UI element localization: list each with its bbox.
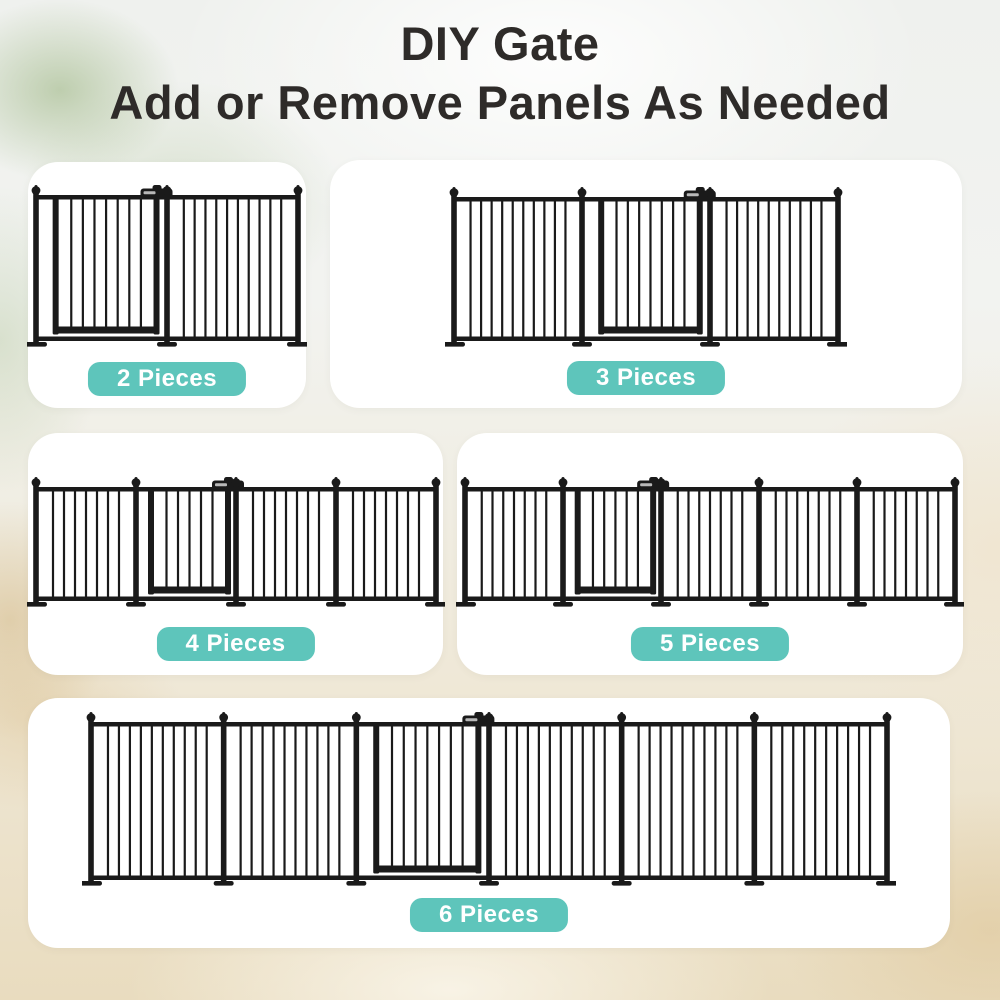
pieces-badge-label: 4 Pieces <box>185 630 286 657</box>
gate-illustration-6-pieces <box>82 710 896 892</box>
title-line-1: DIY Gate <box>400 17 600 70</box>
pieces-badge <box>156 627 314 661</box>
pieces-badge-label: 5 Pieces <box>659 630 761 657</box>
gate-illustration-4-pieces <box>27 475 445 613</box>
config-card-4-pieces <box>28 433 443 675</box>
config-card-3-pieces <box>330 160 962 408</box>
pieces-badge <box>88 362 246 396</box>
page-title <box>0 14 1000 132</box>
title-line-2: Add or Remove Panels As Needed <box>109 76 891 129</box>
pieces-badge <box>631 627 789 661</box>
pieces-badge-label: 3 Pieces <box>595 364 697 391</box>
pieces-badge-label: 6 Pieces <box>438 901 540 928</box>
config-card-2-pieces <box>28 162 306 408</box>
pieces-badge <box>567 361 725 395</box>
gate-illustration-3-pieces <box>445 185 847 353</box>
config-card-6-pieces <box>28 698 950 948</box>
gate-illustration-5-pieces <box>456 475 964 613</box>
gate-illustration-2-pieces <box>27 183 307 353</box>
config-card-5-pieces <box>457 433 963 675</box>
pieces-badge <box>410 898 568 932</box>
pieces-badge-label: 2 Pieces <box>116 365 218 392</box>
